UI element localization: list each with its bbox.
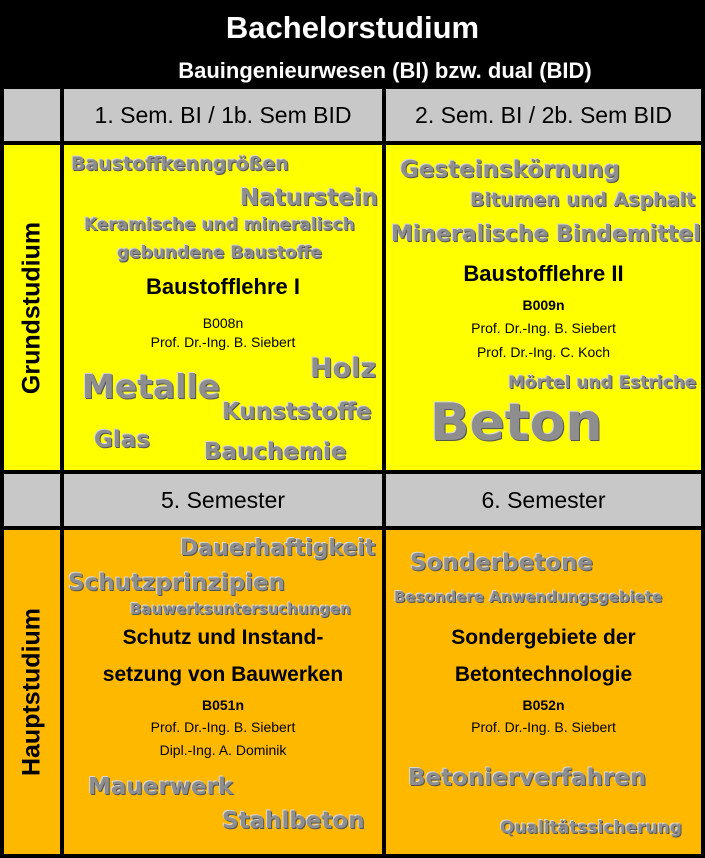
column-header-sem2: 2. Sem. BI / 2b. Sem BID <box>386 89 701 141</box>
module-title: Betontechnologie <box>454 663 633 686</box>
module-professor: Dipl.-Ing. A. Dominik <box>159 742 287 758</box>
module-professor: Prof. Dr.-Ing. C. Koch <box>476 344 611 360</box>
keyword: Keramische und mineralisch <box>84 215 355 235</box>
module-b009-cell <box>386 145 701 470</box>
column-header-sem5: 5. Semester <box>64 474 382 526</box>
module-code: B009n <box>522 297 565 313</box>
row-label-text: Hauptstudium <box>17 607 46 777</box>
module-b052-cell <box>386 530 701 854</box>
column-header-sem1: 1. Sem. BI / 1b. Sem BID <box>64 89 382 141</box>
row-label-hauptstudium <box>4 530 60 854</box>
module-b008-cell <box>64 145 382 470</box>
keyword: Betonierverfahren <box>408 765 647 791</box>
keyword: Bauchemie <box>204 439 347 465</box>
keyword: Holz <box>310 353 377 384</box>
keyword: Qualitätssicherung <box>500 818 682 838</box>
keyword: Stahlbeton <box>222 808 365 834</box>
module-title: setzung von Bauwerken <box>102 663 344 686</box>
page-title: Bachelorstudium <box>225 10 480 45</box>
module-code: B008n <box>202 315 244 331</box>
keyword: Bauwerksuntersuchungen <box>130 600 351 618</box>
module-title: Sondergebiete der <box>451 626 636 649</box>
module-professor: Prof. Dr.-Ing. B. Siebert <box>471 719 616 735</box>
row-label-text: Grundstudium <box>17 221 46 394</box>
module-b051-cell <box>64 530 382 854</box>
keyword: Baustoffkenngrößen <box>71 153 289 175</box>
keyword: Mineralische Bindemittel <box>391 222 701 247</box>
module-title: Baustofflehre II <box>463 261 624 286</box>
keyword: Bitumen und Asphalt <box>470 189 696 211</box>
corner-cell <box>4 89 60 141</box>
keyword: Mörtel und Estriche <box>508 373 697 393</box>
keyword: gebundene Baustoffe <box>117 243 323 263</box>
keyword: Gesteinskörnung <box>400 157 621 183</box>
module-code: B052n <box>522 697 565 713</box>
corner-cell <box>4 474 60 526</box>
page-subtitle: Bauingenieurwesen (BI) bzw. dual (BID) <box>178 58 592 83</box>
keyword: Metalle <box>82 367 221 406</box>
module-title: Schutz und Instand- <box>122 626 324 649</box>
module-code: B051n <box>201 697 245 713</box>
keyword: Besondere Anwendungsgebiete <box>394 588 663 606</box>
module-professor: Prof. Dr.-Ing. B. Siebert <box>471 320 616 336</box>
row-label-grundstudium <box>4 145 60 470</box>
module-title: Baustofflehre I <box>145 274 301 299</box>
keyword: Mauerwerk <box>88 774 234 800</box>
module-professor: Prof. Dr.-Ing. B. Siebert <box>150 334 296 350</box>
keyword: Beton <box>430 393 603 453</box>
keyword: Glas <box>94 427 150 453</box>
keyword: Schutzprinzipien <box>68 570 285 596</box>
keyword: Dauerhaftigkeit <box>180 536 376 561</box>
keyword: Sonderbetone <box>410 550 593 576</box>
keyword: Kunststoffe <box>222 399 372 425</box>
column-header-sem6: 6. Semester <box>386 474 701 526</box>
keyword: Naturstein <box>240 185 379 211</box>
module-professor: Prof. Dr.-Ing. B. Siebert <box>150 719 296 735</box>
